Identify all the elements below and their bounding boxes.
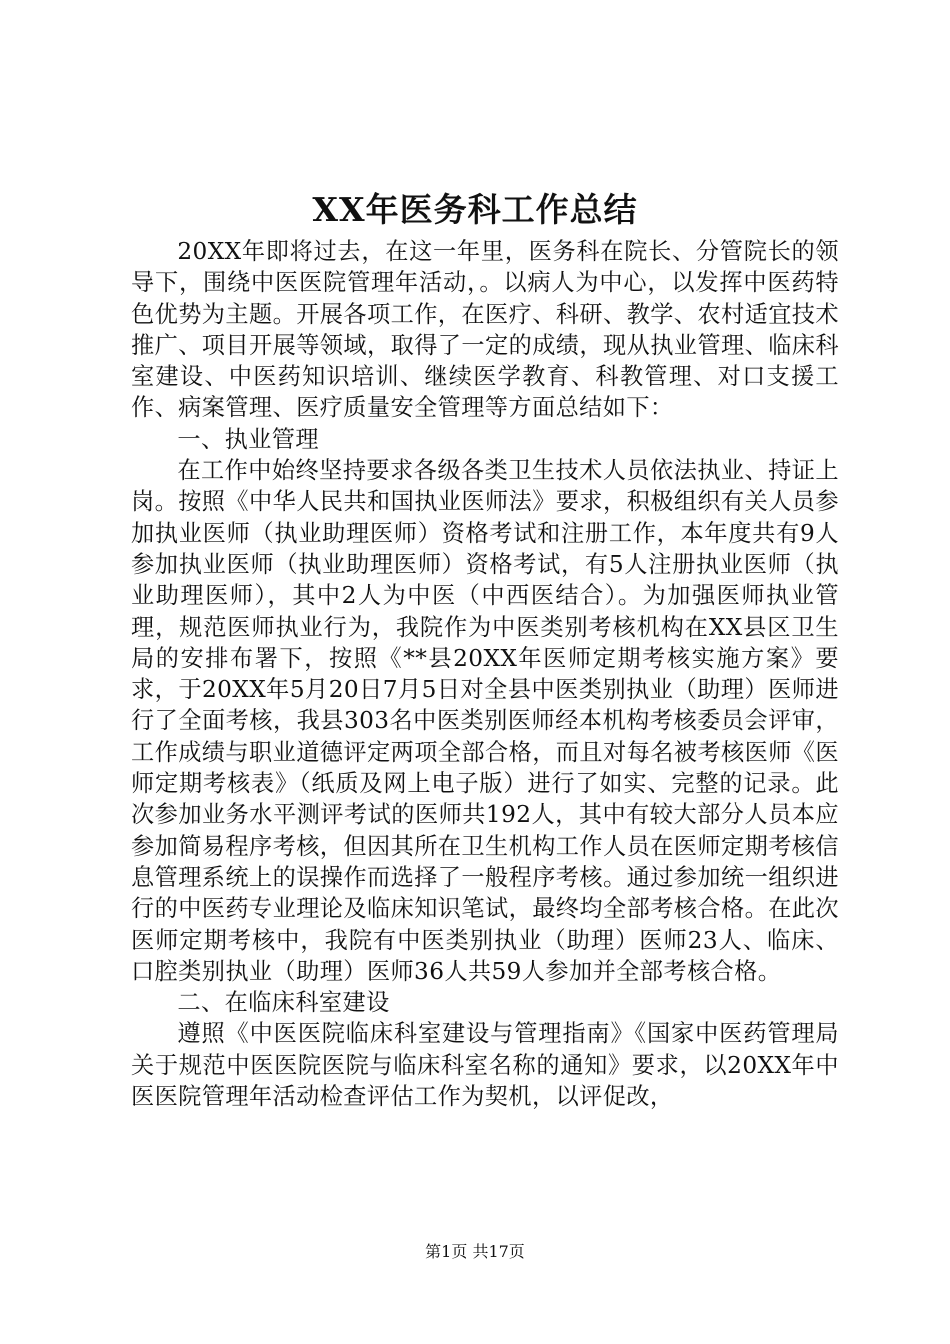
practice-management-paragraph: 在工作中始终坚持要求各级各类卫生技术人员依法执业、持证上岗。按照《中华人民共和国执业医师法》要求，积极组织有关人员参加执业医师（执业助理医师）资格考试和注册工作，本年度共有9人参加执业医师（执业助理医师）资格考试，有5人注册执业医师（执业助理医师），其中2人为中医（中西医结合）。为加强医师执业管理，规范医师执业行为，我院作为中医类别考核机构在XX县区卫生局的安排布署下，按照《**县20XX年医师定期考核实施方案》要求，于20XX年5月20日7月5日对全县中医类别执业（助理）医师进行了全面考核，我县303名中医类别医师经本机构考核委员会评审，工作成绩与职业道德评定两项全部合格，而且对每名被考核医师《医师定期考核表》（纸质及网上电子版）进行了如实、完整的记录。此次参加业务水平测评考试的医师共192人，其中有较大部分人员本应参加简易程序考核，但因其所在卫生机构工作人员在医师定期考核信息管理系统上的误操作而选择了一般程序考核。通过参加统一组织进行的中医药专业理论及临床知识笔试，最终均全部考核合格。在此次医师定期考核中，我院有中医类别执业（助理）医师23人、临床、口腔类别执业（助理）医师36人共59人参加并全部考核合格。 [131,457,839,985]
page-number: 第1页 共17页 [425,1242,525,1261]
document-title: XX年医务科工作总结 [312,190,638,229]
intro-paragraph: 20XX年即将过去，在这一年里，医务科在院长、分管院长的领导下，围绕中医医院管理年活动，。以病人为中心，以发挥中医药特色优势为主题。开展各项工作，在医疗、科研、教学、农村适宜技术推广、项目开展等领域，取得了一定的成绩，现从执业管理、临床科室建设、中医药知识培训、继续医学教育、科教管理、对口支援工作、病案管理、医疗质量安全管理等方面总结如下： [131,238,839,422]
clinical-department-paragraph: 遵照《中医医院临床科室建设与管理指南》《国家中医药管理局关于规范中医医院医院与临床科室名称的通知》要求，以20XX年中医医院管理年活动检查评估工作为契机，以评促改， [131,1020,839,1111]
document-body [131,236,839,1112]
section-heading-clinical-department: 二、在临床科室建设 [177,989,390,1017]
section-heading-practice-management: 一、执业管理 [177,425,319,453]
